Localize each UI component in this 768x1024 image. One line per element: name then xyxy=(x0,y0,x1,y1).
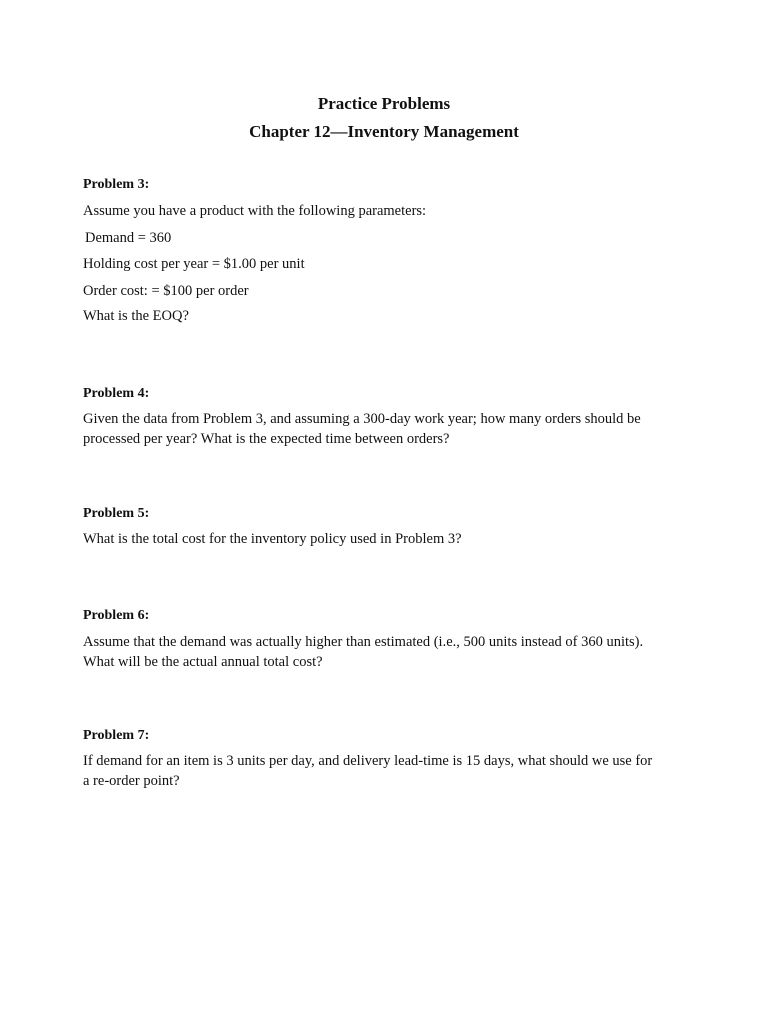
problem-6-heading: Problem 6: xyxy=(83,608,150,623)
problem-4-text xyxy=(83,409,683,449)
problem-6-line-2: What will be the actual annual total cost? xyxy=(83,654,323,670)
problem-3-holding-cost: Holding cost per year = $1.00 per unit xyxy=(83,256,305,272)
problem-3-heading: Problem 3: xyxy=(83,177,150,192)
problem-6-text xyxy=(83,632,683,672)
problem-3-order-cost: Order cost: = $100 per order xyxy=(83,283,249,299)
problem-7-line-1: If demand for an item is 3 units per day, and delivery lead-time is 15 days, what should we use for xyxy=(83,753,653,769)
problem-7-line-2: a re-order point? xyxy=(83,773,180,789)
problem-4-line-1: Given the data from Problem 3, and assuming a 300-day work year; how many orders should be xyxy=(83,411,641,427)
problem-7-text xyxy=(83,751,683,791)
problem-3-question: What is the EOQ? xyxy=(83,308,189,324)
problem-3-demand: Demand = 360 xyxy=(85,230,172,246)
page-title: Practice Problems xyxy=(317,94,451,113)
problem-4-line-2: processed per year? What is the expected time between orders? xyxy=(83,431,450,447)
problem-7-heading: Problem 7: xyxy=(83,728,150,743)
problem-5-text: What is the total cost for the inventory policy used in Problem 3? xyxy=(83,531,462,547)
problem-6-line-1: Assume that the demand was actually higher than estimated (i.e., 500 units instead of 360 units). xyxy=(83,634,644,650)
problem-4-heading: Problem 4: xyxy=(83,386,150,401)
problem-5-heading: Problem 5: xyxy=(83,506,150,521)
problem-3-intro: Assume you have a product with the following parameters: xyxy=(83,203,427,219)
chapter-subtitle: Chapter 12—Inventory Management xyxy=(249,122,519,141)
